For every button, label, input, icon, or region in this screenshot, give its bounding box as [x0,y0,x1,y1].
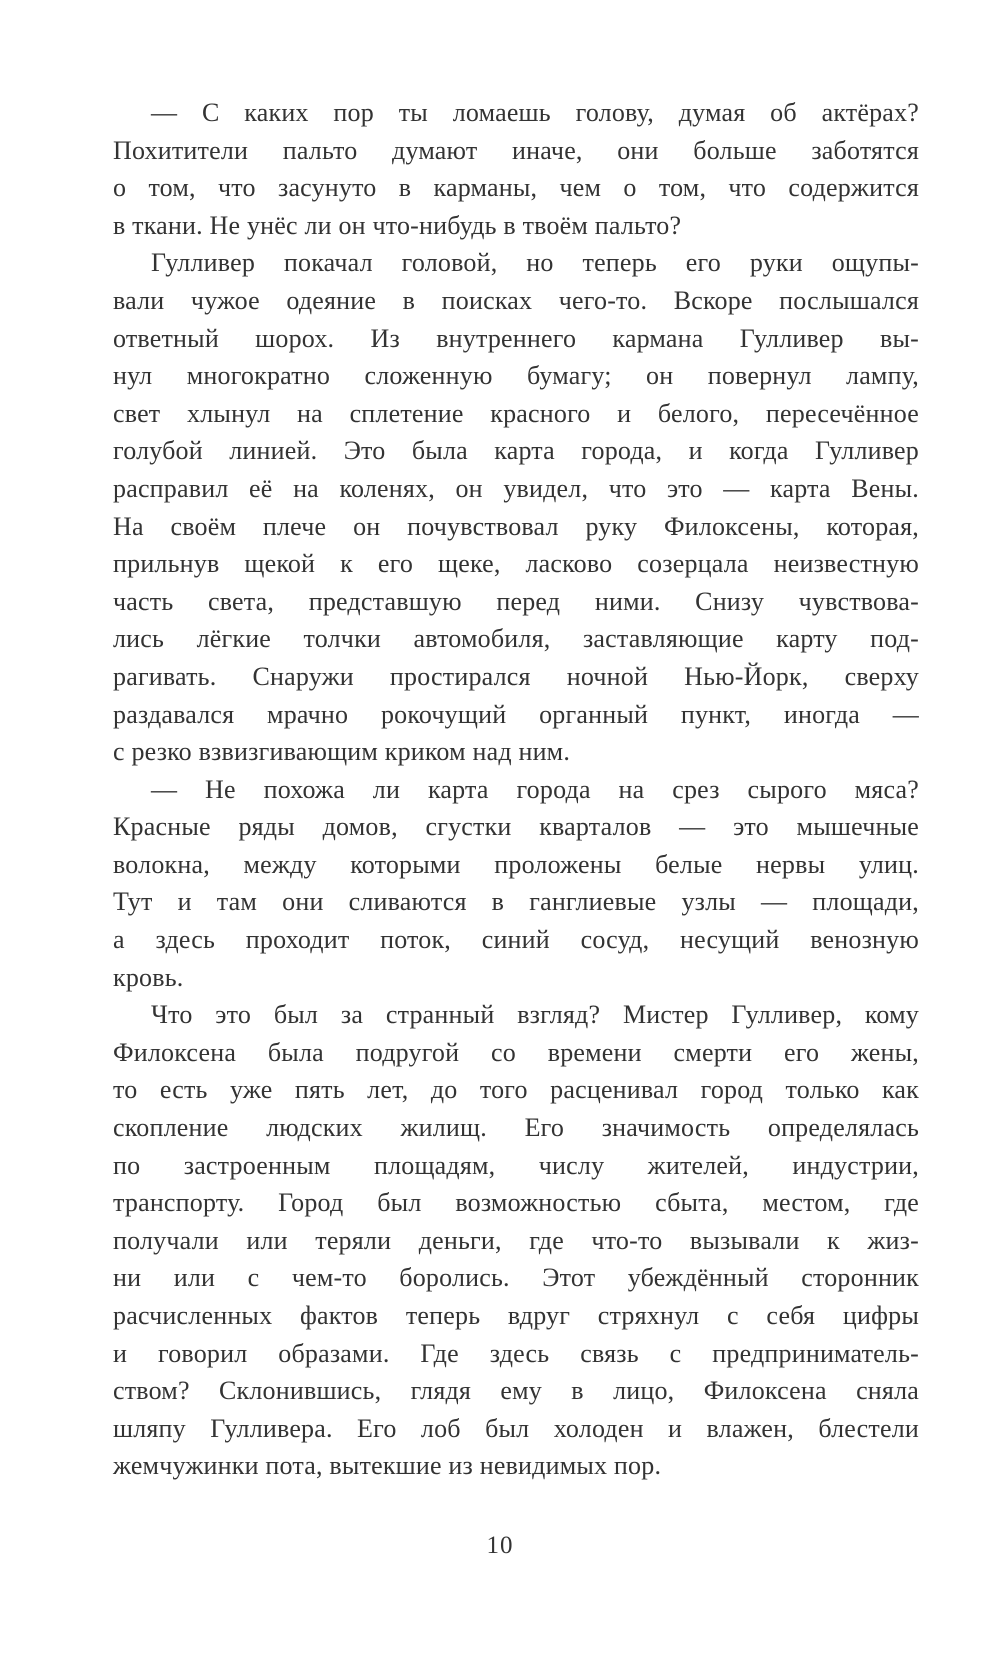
text-line: скопление людских жилищ. Его значимость определялась [113,1113,919,1143]
paragraph [113,94,919,244]
text-line: расчисленных фактов теперь вдруг стряхнул с себя цифры [113,1301,919,1330]
text-line: часть света, представшую перед ними. Снизу чувствова- [113,586,919,616]
text-line: На своём плече он почувствовал руку Филоксены, которая, [113,511,919,541]
text-line: жемчужинки пота, вытекшие из невидимых пор. [113,1451,662,1481]
page-number: 10 [486,1532,514,1559]
text-line: Похитители пальто думают иначе, они больше заботятся [113,135,919,165]
text-line: Гулливер покачал головой, но теперь его руки ощупы- [151,248,919,278]
text-line: Филоксена была подругой со времени смерти его жены, [113,1037,919,1067]
text-line: транспорту. Город был возможностью сбыта, местом, где [113,1188,919,1218]
text-line: ни или с чем-то боролись. Этот убеждённый сторонник [113,1263,919,1293]
text-line: — С каких пор ты ломаешь голову, думая об актёрах? [151,98,919,127]
text-line: Красные ряды домов, сгустки кварталов — это мышечные [113,812,919,842]
paragraph [113,244,919,770]
text-line: свет хлынул на сплетение красного и белого, пересечённое [113,398,919,428]
text-line: с резко взвизгивающим криком над ним. [113,737,571,767]
paragraph [113,771,919,997]
text-line: прильнув щекой к его щеке, ласково созерцала неизвестную [113,549,919,579]
text-line: ством? Склонившись, глядя ему в лицо, Филоксена сняла [113,1376,919,1406]
text-line: в ткани. Не унёс ли он что-нибудь в твоём пальто? [113,210,682,240]
text-line: ответный шорох. Из внутреннего кармана Гулливер вы- [113,323,919,353]
text-line: рагивать. Снаружи простирался ночной Нью-Йорк, сверху [113,661,919,691]
text-line: Тут и там они сливаются в ганглиевые узлы — площади, [113,887,919,917]
text-line: нул многократно сложенную бумагу; он повернул лампу, [113,361,919,391]
text-line: то есть уже пять лет, до того расценивал город только как [113,1075,919,1105]
text-line: голубой линией. Это была карта города, и когда Гулливер [113,436,919,466]
text-line: раздавался мрачно рокочущий органный пункт, иногда — [113,699,919,729]
text-line: о том, что засунуто в карманы, чем о том, что содержится [113,173,919,203]
text-line: получали или теряли деньги, где что-то вызывали к жиз- [113,1225,919,1255]
text-line: по застроенным площадям, числу жителей, индустрии, [113,1150,919,1180]
text-line: — Не похожа ли карта города на срез сырого мяса? [151,774,919,804]
text-line: кровь. [113,962,184,992]
text-line: волокна, между которыми проложены белые нервы улиц. [113,849,919,879]
paragraph [113,996,919,1485]
text-line: расправил её на коленях, он увидел, что это — карта Вены. [113,473,919,503]
text-line: и говорил образами. Где здесь связь с предприниматель- [113,1338,919,1368]
text-line: а здесь проходит поток, синий сосуд, несущий венозную [113,925,919,955]
text-line: Что это был за странный взгляд? Мистер Гулливер, кому [151,1000,919,1030]
text-line: шляпу Гулливера. Его лоб был холоден и влажен, блестели [113,1413,919,1443]
text-line: лись лёгкие толчки автомобиля, заставляющие карту под- [113,624,919,654]
text-line: вали чужое одеяние в поисках чего-то. Вскоре послышался [113,285,919,315]
text-block [113,94,919,1485]
